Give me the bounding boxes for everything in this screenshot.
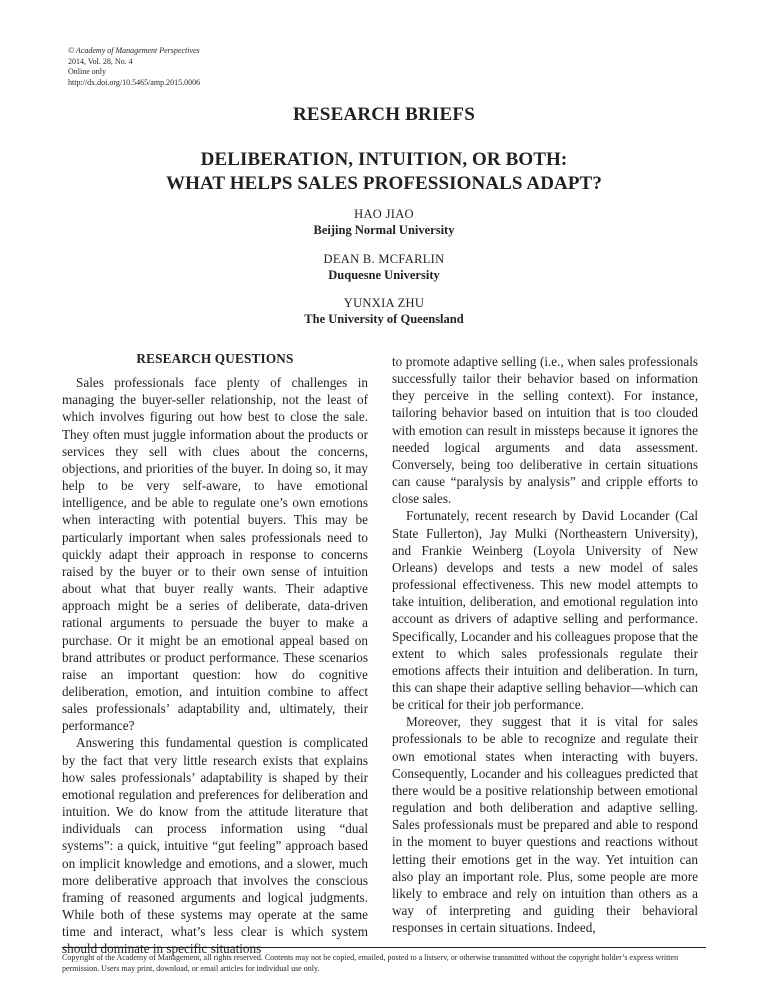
body-paragraph: Answering this fundamental question is complicated by the fact that very little research exists that explains how sales professionals’ adaptability is shaped by their emotional regulation and preferences for deliberation and intuition. We do know from the attitude literature that individuals can process information using “dual systems”: a quick, intuitive “gut feeling” approach based on implicit knowledge and emotions, and a slower, much more deliberative approach that involves the conscious framing of reasoned arguments and logical judgments. While both of these systems may operate at the same time and interact, what’s less clear is which system should dominate in specific situations: [62, 735, 368, 957]
article-title-line-1: DELIBERATION, INTUITION, OR BOTH:: [200, 149, 568, 170]
author-block: [0, 295, 768, 327]
doi-link[interactable]: http://dx.doi.org/10.5465/amp.2015.0006: [68, 77, 201, 87]
journal-name: © Academy of Management Perspectives: [68, 46, 200, 55]
volume-info: 2014, Vol. 28, No. 4: [68, 56, 133, 66]
journal-meta: [68, 46, 200, 88]
section-title: RESEARCH BRIEFS: [293, 104, 475, 125]
body-paragraph: to promote adaptive selling (i.e., when sales professionals successfully tailor their behavior based on information they perceive in the selling context). For instance, tailoring behavior based on intuition that is too clouded with emotion can result in missteps because it ignores the needed logical arguments and data assessment. Conversely, being too deliberative in certain situations can cause “paralysis by analysis” and cripple efforts to close sales.: [392, 354, 698, 507]
author-name: YUNXIA ZHU: [343, 296, 425, 310]
publication-status: Online only: [68, 67, 106, 76]
body-paragraph: Sales professionals face plenty of challenges in managing the buyer-seller relationship, not the least of which involves figuring out how best to close the sale. They often must juggle information about the products or services they sell with clues about the concerns, objections, and priorities of the buyer. In doing so, it may help to be very self-aware, to have emotional intelligence, and be able to regulate one’s own emotions when interacting with potential buyers. This may be particularly important when sales professionals need to quickly adapt their approach in response to concerns raised by the buyer or to their own sense of intuition about what that buyer really wants. Their adaptive approach might be a series of deliberate, data-driven rational arguments to persuade the buyer to make a purchase. Or it might be an emotional appeal based on brand attributes or product performance. These scenarios raise an important question: how do cognitive deliberation, emotion, and intuition combine to affect sales professionals’ adaptability and, ultimately, their performance?: [62, 375, 368, 734]
author-name: DEAN B. MCFARLIN: [323, 252, 445, 266]
article-title: [0, 148, 768, 196]
author-name: HAO JIAO: [354, 207, 414, 221]
author-block: [0, 251, 768, 283]
body-paragraph: Fortunately, recent research by David Locander (Cal State Fullerton), Jay Mulki (Northeastern University), and Frankie Weinberg (Loyola University of New Orleans) develops and tests a new model of sales professional effectiveness. This new model attempts to take intuition, deliberation, and emotional regulation into account as drivers of adaptive selling and performance. Specifically, Locander and his colleagues propose that the extent to which sales professionals regulate their emotions affects their intuition and deliberation. In turn, this can shape their adaptive selling behavior—which can be critical for their job performance.: [392, 508, 699, 713]
article-title-line-2: WHAT HELPS SALES PROFESSIONALS ADAPT?: [166, 173, 602, 194]
body-paragraph: Moreover, they suggest that it is vital for sales professionals to be able to recognize and regulate their own emotional states when interacting with buyers. Consequently, Locander and his colleagues predicted that there would be a positive relationship between emotional regulation and both deliberation and adaptive selling. Sales professionals must be prepared and able to respond in the moment to buyer questions and reactions without letting their emotions get in the way. Yet intuition can also play an important role. Plus, some people are more likely to embrace and rely on intuition than others as a way of interpreting and guiding their behavioral responses in certain situations. Indeed,: [392, 714, 698, 936]
author-affiliation: Duquesne University: [328, 268, 440, 282]
section-heading: RESEARCH QUESTIONS: [136, 351, 294, 366]
right-column: [392, 353, 698, 936]
author-block: [0, 206, 768, 238]
copyright-notice: Copyright of the Academy of Management, all rights reserved. Contents may not be copied, emailed, posted to a listserv, or otherwise transmitted without the copyright holder’s express written permission. Users may print, download, or email articles for individual use only.: [62, 953, 679, 973]
author-affiliation: Beijing Normal University: [313, 223, 455, 237]
left-column: [62, 350, 368, 957]
footer-divider: [62, 947, 706, 948]
author-affiliation: The University of Queensland: [304, 312, 464, 326]
